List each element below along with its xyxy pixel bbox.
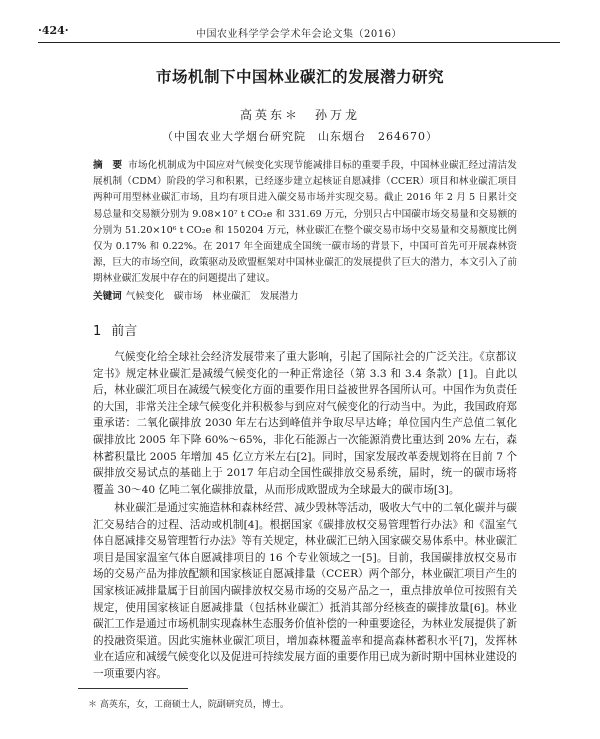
footnote-divider (78, 688, 188, 689)
keywords-label: 关键词 (93, 291, 122, 302)
body-paragraph: 气候变化给全球社会经济发展带来了重大影响，引起了国际社会的广泛关注。《京都议定书》规定林业碳汇是减缓气候变化的一种正常途径（第 3.3 和 3.4 条款）[1]。自此以后，林业碳汇项目在减缓气候变化方面的重要作用日益被世界各国所认可。中国作为负责任的大国，非常关注全球气候变化并积极参与到应对气候变化的行动当中。为此，我国政府郑重承诺：二氧化碳排放 2030 年左右达到峰值并争取尽早达峰；单位国内生产总值二氧化碳排放比 2005 年下降 60%～65%，非化石能源占一次能源消费比重达到 20% 左右，森林蓄积量比 2005 年增加 45 亿立方米左右[2]。同时，国家发展改革委规划将在目前 7 个碳排放交易试点的基础上于 2017 年启动全国性碳排放交易系统，届时，统一的碳市场将覆盖 30～40 亿吨二氧化碳排放量，从而形成欧盟成为全球最大的碳市场[3]。 (93, 351, 517, 496)
authors: 高英东＊ 孙万龙 (239, 108, 360, 122)
abstract-label: 摘 要 (93, 160, 123, 171)
section-number: 1 (93, 324, 102, 339)
section-heading (93, 320, 137, 339)
section-title: 前言 (111, 324, 138, 339)
body-paragraph: 林业碳汇是通过实施造林和森林经营、减少毁林等活动，吸收大气中的二氧化碳并与碳汇交易结合的过程、活动或机制[4]。根据国家《碳排放权交易管理暂行办法》和《温室气体自愿减排交易管理暂行办法》等有关规定，林业碳汇已纳入国家碳交易体系中。林业碳汇项目是国家温室气体自愿减排项目的 16 个专业领域之一[5]。目前，我国碳排放权交易市场的交易产品为排放配额和国家核证自愿减排量（CCER）两个部分，林业碳汇项目产生的国家核证减排量属于目前国内碳排放权交易市场的交易产品之一，重点排放单位可按照有关规定，使用国家核证自愿减排量（包括林业碳汇）抵消其部分经核查的碳排放量[6]。林业碳汇工作是通过市场机制实现森林生态服务价值补偿的一种重要途径，为林业发展提供了新的投融资渠道。因此实施林业碳汇项目，增加森林覆盖率和提高森林蓄积水平[7]，发挥林业在适应和减缓气候变化以及促进可持续发展方面的重要作用已成为新时期中国林业建设的一项重要内容。 (93, 502, 517, 680)
abstract (93, 158, 517, 288)
paper-title: 市场机制下中国林业碳汇的发展潜力研究 (155, 68, 444, 86)
abstract-text: 市场化机制成为中国应对气候变化实现节能减排目标的重要手段，中国林业碳汇经过清洁发展机制（CDM）阶段的学习和积累，已经逐步建立起核证自愿减排（CCER）项目和林业碳汇项目两种可用型林业碳汇市场，且均有项目进入碳交易市场并实现交易。截止 2016 年 2 月 5 日累计交易总量和交易额分别为 9.08×10⁷ t CO₂e 和 331.69 万元，分别只占中国碳市场交易量和交易额的分别为 51.20×10⁶ t CO₂e 和 150204 万元，林业碳汇在整个碳交易市场中交易量和交易额度比例仅为 0.17% 和 0.22%。在 2017 年全面建成全国统一碳市场的背景下，中国可首先可开展森林资源，巨大的市场空间，政策驱动及欧盟框架对中国林业碳汇的发展提供了巨大的潜力，本文引入了前期林业碳汇发展中存在的问题提出了建议。 (93, 160, 517, 285)
affiliation: （中国农业大学烟台研究院 山东烟台 264670） (162, 130, 438, 143)
page-number: ·424· (38, 24, 69, 37)
page-header (38, 22, 560, 43)
footnote: ＊ 高英东，女，工商硕士人，院副研究员，博士。 (88, 700, 289, 710)
keywords (93, 288, 517, 302)
running-title: 中国农业科学学会学术年会论文集（2016） (196, 29, 402, 40)
keywords-text: 气候变化 碳市场 林业碳汇 发展潜力 (125, 291, 299, 302)
